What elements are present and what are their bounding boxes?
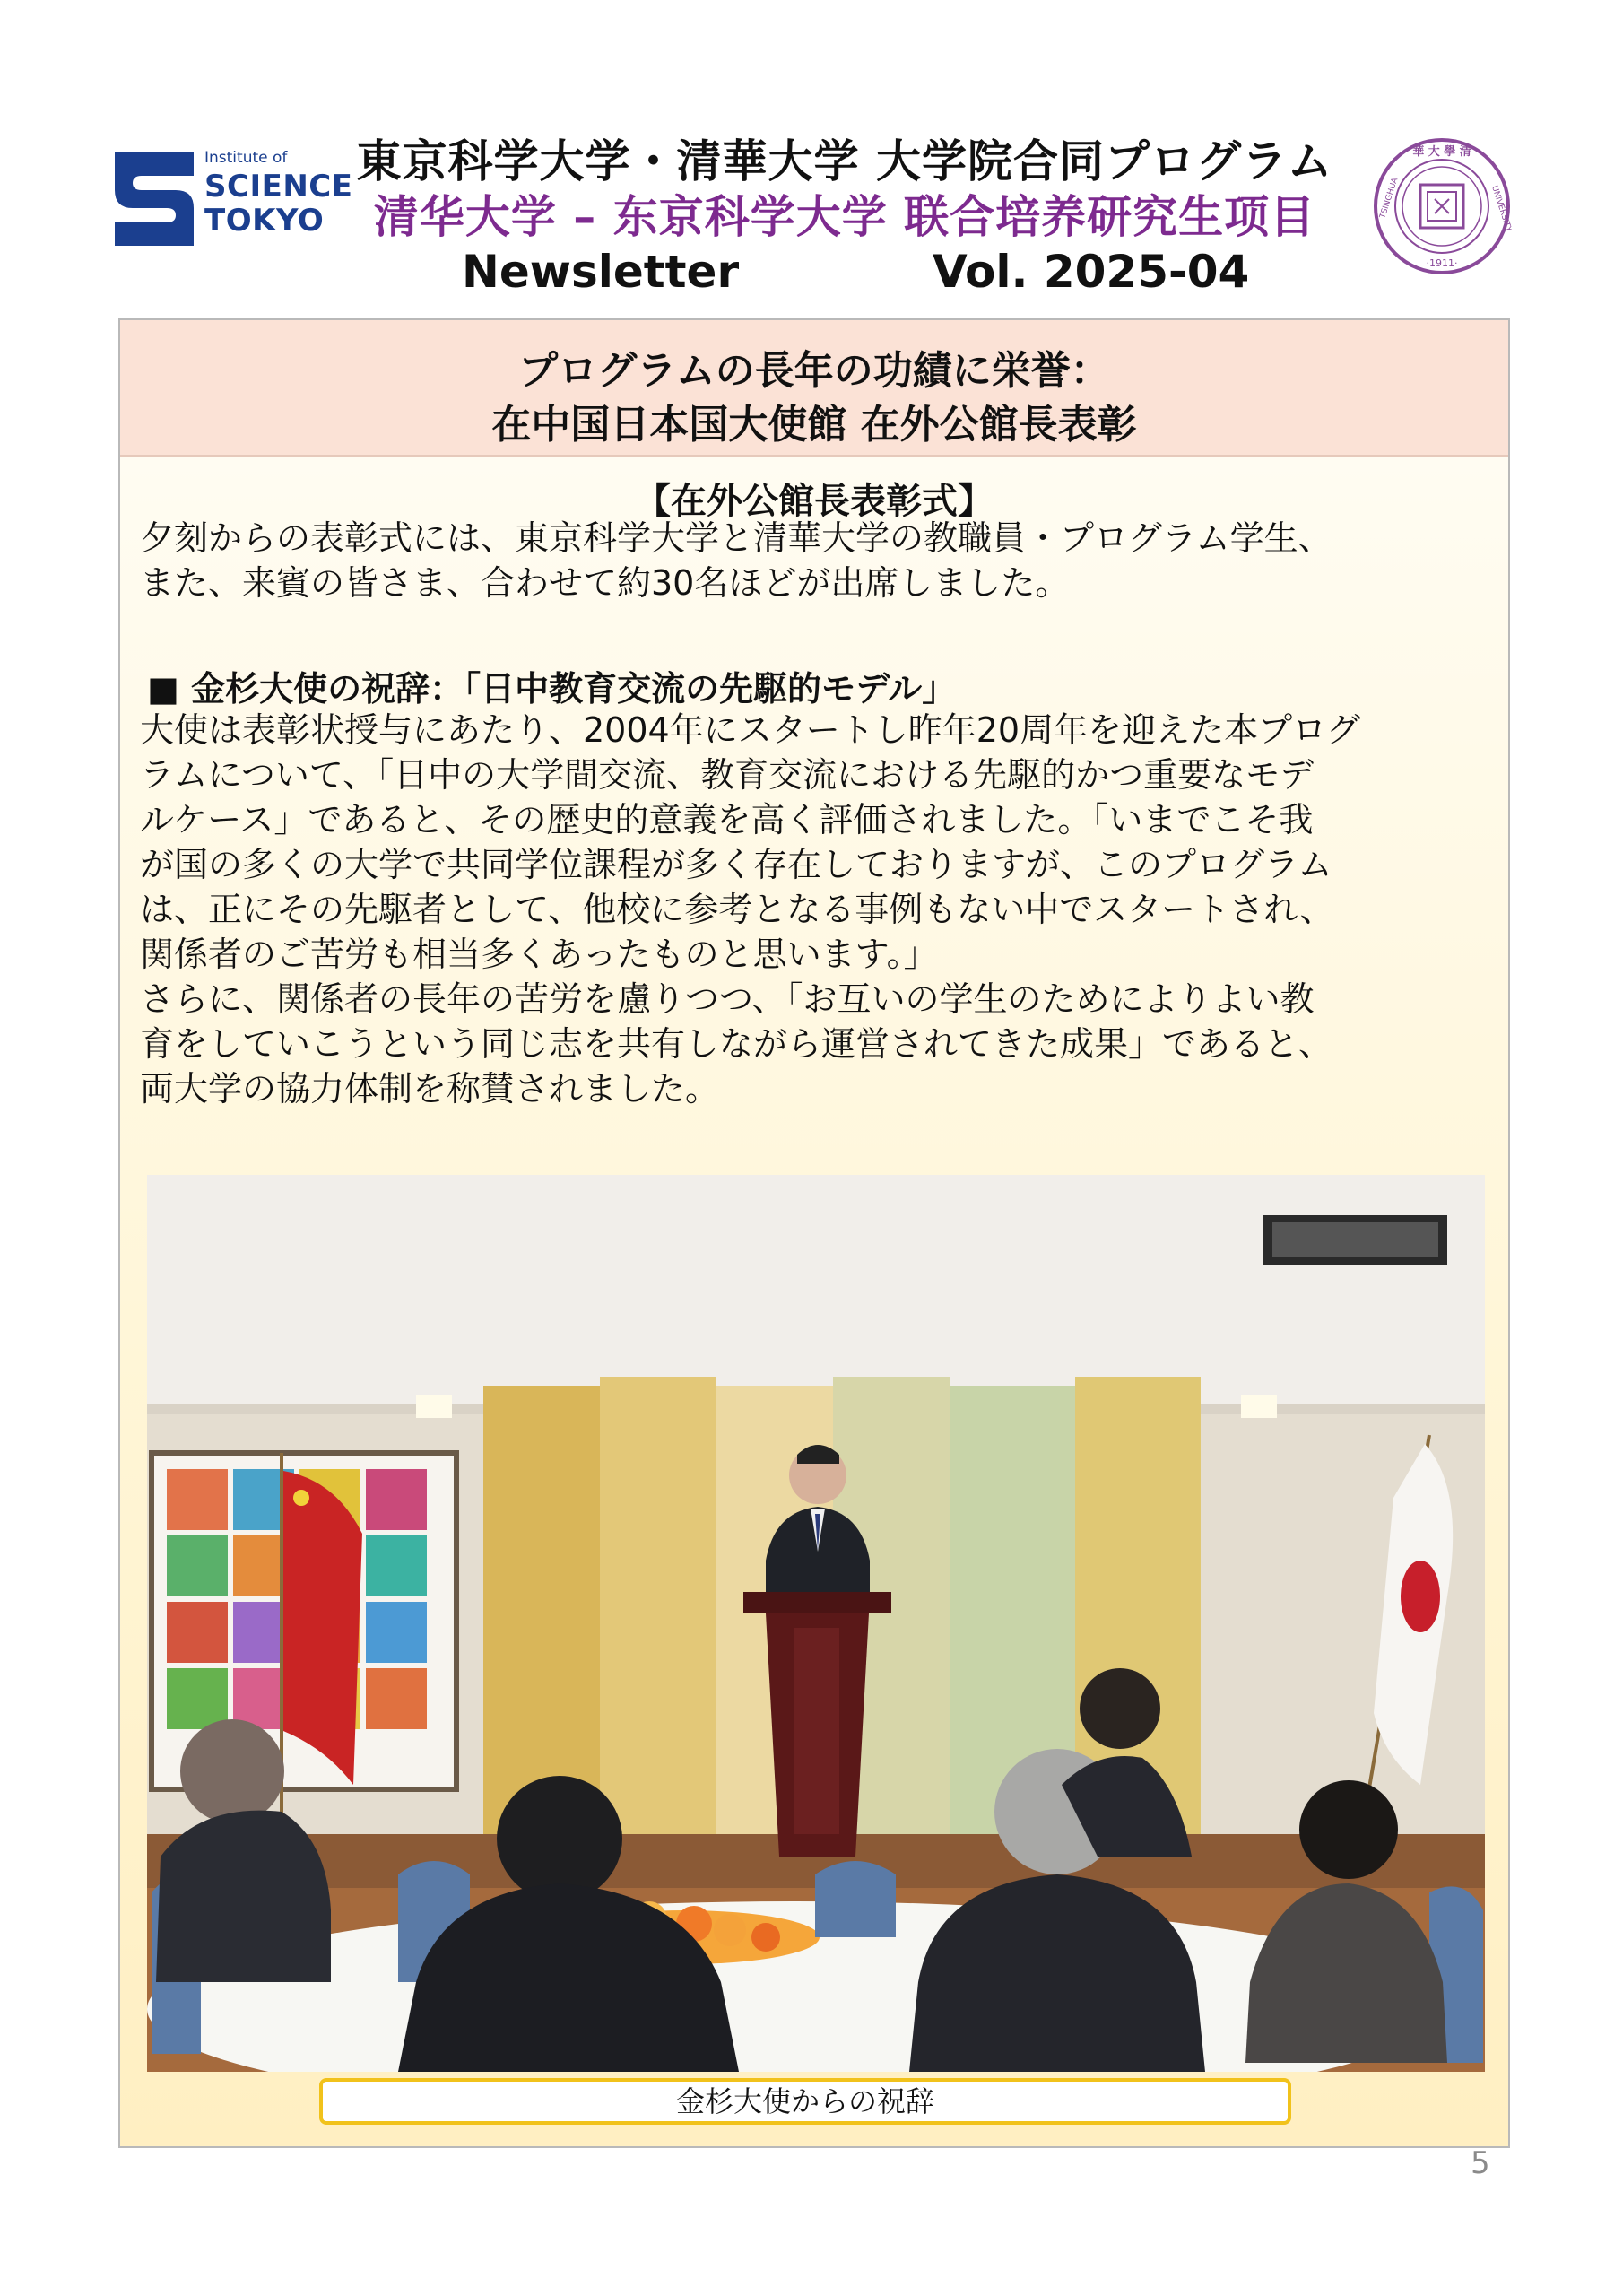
science-tokyo-logo [109, 149, 353, 249]
page-number: 5 [1471, 2145, 1490, 2181]
headline-banner [120, 320, 1508, 457]
ambassador-speech-photo [147, 1175, 1485, 2072]
program-title-japanese: 東京科学大学・清華大学 大学院合同プログラム [356, 135, 1333, 187]
bullet-heading: ■ 金杉大使の祝辞：「日中教育交流の先駆的モデル」 [147, 669, 957, 709]
body-paragraph: 大使は表彰状授与にあたり、2004年にスタートし昨年20周年を迎えた本プログ ラムについて、「日中の大学間交流、教育交流における先駆的かつ重要なモデ ルケース」であると、その歴史的意義を高く評価されました。「いまでこそ我 が国の多くの大学で共同学位課程が多く存在しておりますが、このプログラム は、正にその先駆者として、他校に参考となる事例もない中でスタートされ、 関係者のご苦労も相当多くあったものと思います。」 さらに、関係者の長年の苦労を慮りつつ、「お互いの学生のためによりよい教 育をしていこうという同じ志を共有しながら運営されてきた成果」であると、 両大学の協力体制を称賛されました。 [140, 710, 1361, 1109]
headline-line-2: 在中国日本国大使館 在外公館長表彰 [491, 402, 1137, 448]
newsletter-label: Newsletter [462, 246, 740, 298]
svg-text:UNIVERSITY: UNIVERSITY [1489, 184, 1512, 233]
section-title: 【在外公館長表彰式】 [635, 481, 994, 522]
headline-line-1: プログラムの長年の功績に栄誉： [518, 348, 1110, 394]
svg-text:·1911·: ·1911· [1426, 257, 1458, 269]
ceremony-photo [147, 1175, 1485, 2072]
intro-paragraph: 夕刻からの表彰式には、東京科学大学と清華大学の教職員・プログラム学生、 また、来賓の皆さま、合わせて約30名ほどが出席しました。 [140, 518, 1332, 603]
photo-caption: 金杉大使からの祝辞 [319, 2078, 1291, 2125]
science-tokyo-emblem-icon [109, 149, 199, 249]
logo-line-2: SCIENCE [204, 169, 353, 204]
tsinghua-seal-icon [1372, 136, 1512, 276]
program-title-chinese: 清华大学 – 东京科学大学 联合培养研究生项目 [373, 191, 1316, 243]
logo-line-3: TOKYO [204, 203, 325, 239]
tsinghua-university-seal [1372, 136, 1512, 276]
logo-line-1: Institute of [204, 149, 288, 167]
volume-number: Vol. 2025-04 [933, 246, 1250, 298]
svg-text:TSINGHUA: TSINGHUA [1378, 177, 1401, 220]
article-frame [118, 318, 1510, 2148]
svg-text:華 大 學 清: 華 大 學 清 [1412, 145, 1471, 159]
